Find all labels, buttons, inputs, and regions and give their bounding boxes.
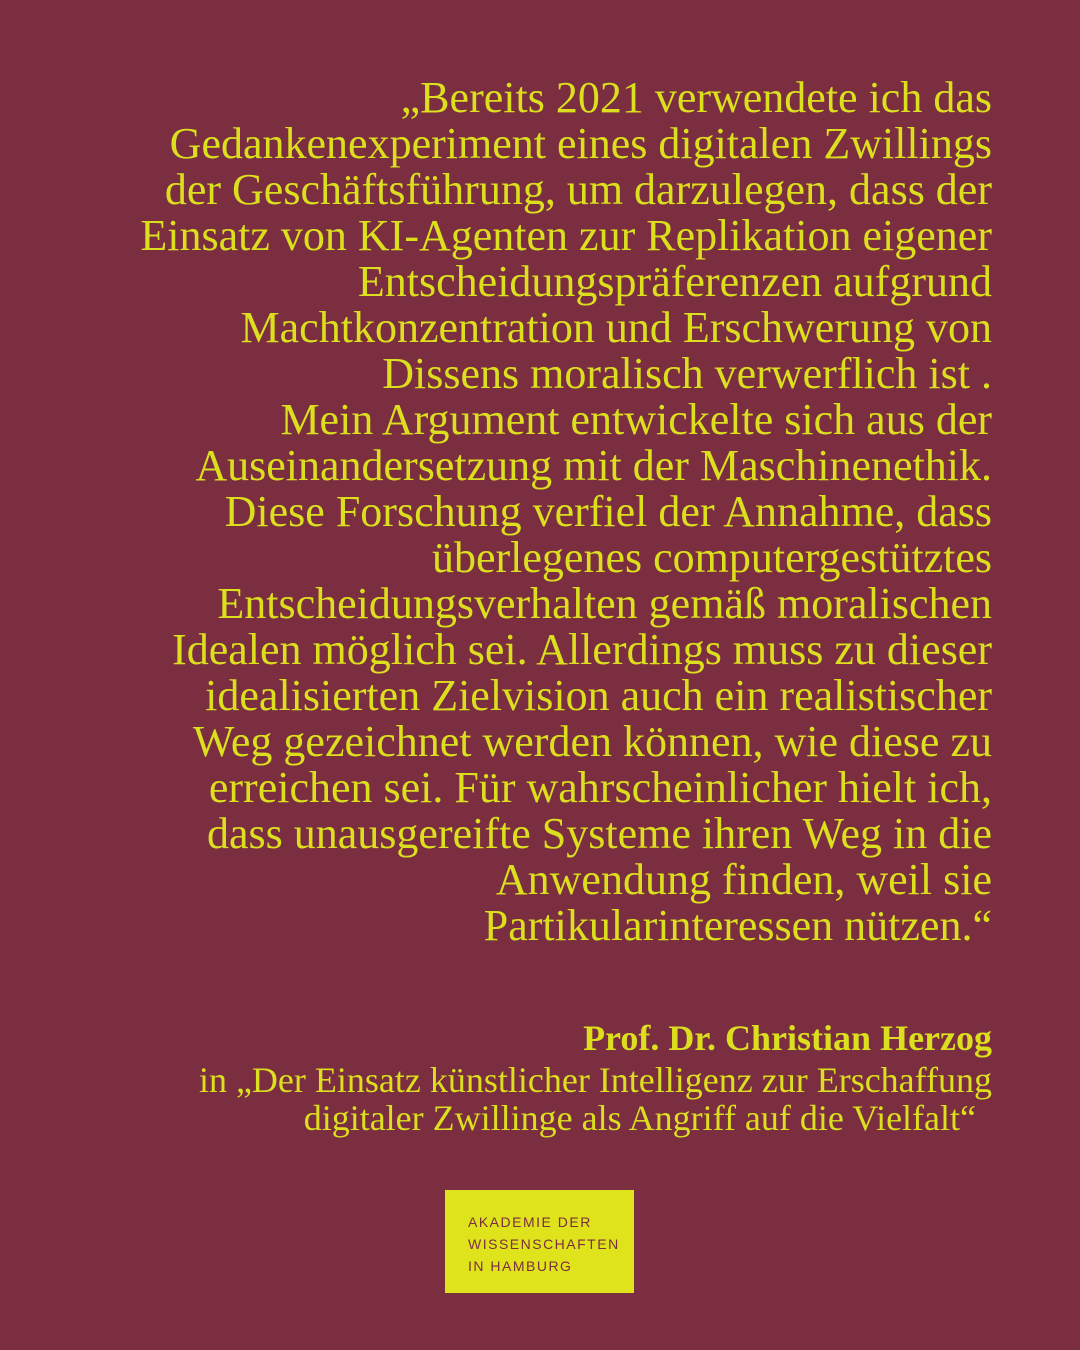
quote-line: Idealen möglich sei. Allerdings muss zu dieser [172, 625, 992, 674]
quote-line: Entscheidungspräferenzen aufgrund [357, 257, 992, 306]
quote-line: Dissens moralisch verwerflich ist . [382, 349, 992, 398]
academy-logo [445, 1190, 634, 1293]
quote-line: Anwendung finden, weil sie [495, 855, 992, 904]
quote-line: Gedankenexperiment eines digitalen Zwillings [169, 119, 992, 168]
quote-line: dass unausgereifte Systeme ihren Weg in die [207, 809, 992, 858]
quote-line: „Bereits 2021 verwendete ich das [400, 73, 992, 122]
quote-line: Mein Argument entwickelte sich aus der [280, 395, 992, 444]
logo-text-line: IN HAMBURG [468, 1258, 573, 1274]
logo-text-line: WISSENSCHAFTEN [468, 1236, 620, 1252]
quote-line: Weg gezeichnet werden können, wie diese zu [192, 717, 992, 766]
source-title-line: in „Der Einsatz künstlicher Intelligenz zur Erschaffung [198, 1060, 992, 1100]
quote-line: Machtkonzentration und Erschwerung von [240, 303, 992, 352]
quote-line: der Geschäftsführung, um darzulegen, dass der [164, 165, 992, 214]
quote-line: erreichen sei. Für wahrscheinlicher hielt ich, [208, 763, 992, 812]
quote-line: Partikularinteressen nützen.“ [483, 901, 992, 950]
quote-line: Auseinandersetzung mit der Maschinenethik. [195, 441, 992, 490]
quote-line: Diese Forschung verfiel der Annahme, dass [224, 487, 992, 536]
quote-line: überlegenes computergestütztes [432, 533, 992, 582]
quote-line: Entscheidungsverhalten gemäß moralischen [217, 579, 992, 628]
quote-line: Einsatz von KI-Agenten zur Replikation eigener [140, 211, 992, 260]
attribution [20, 1019, 992, 1137]
logo-text-line: AKADEMIE DER [468, 1214, 592, 1230]
quote-line: idealisierten Zielvision auch ein realistischer [205, 671, 992, 720]
source-title-line: digitaler Zwillinge als Angriff auf die Vielfalt“ [303, 1098, 976, 1138]
author-name: Prof. Dr. Christian Herzog [583, 1018, 992, 1058]
quote-text [20, 75, 992, 949]
